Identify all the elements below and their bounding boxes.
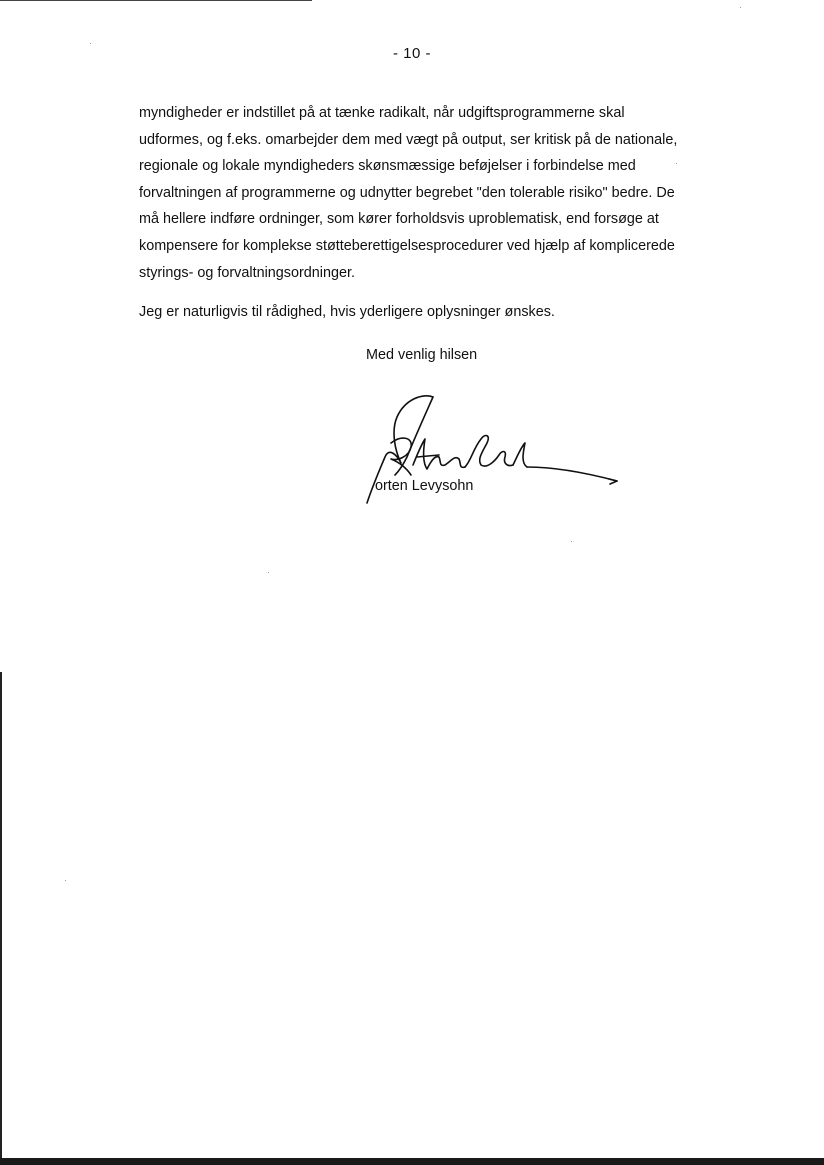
signer-name: orten Levysohn [375,478,474,494]
closing-line: Jeg er naturligvis til rådighed, hvis yderligere oplysninger ønskes. [139,304,555,320]
page-number: - 10 - [392,45,431,62]
scan-speck [268,572,269,573]
scan-speck [571,541,572,542]
paragraph-line: må hellere indføre ordninger, som kører forholdsvis uproblematisk, end forsøge at [139,211,659,228]
letter-paragraph [139,100,739,286]
scan-speck [65,880,66,881]
paragraph-line: styrings- og forvaltningsordninger. [139,264,355,281]
paragraph-line: regionale og lokale myndigheders skønsmæssige beføjelser i forbindelse med [139,158,636,175]
scan-bottom-edge [0,1158,824,1165]
scan-top-line [0,0,312,1]
paragraph-line: udformes, og f.eks. omarbejder dem med vægt på output, ser kritisk på de nationale, [139,131,678,148]
scan-speck [740,7,741,8]
scan-left-edge [0,672,2,1165]
paragraph-line: forvaltningen af programmerne og udnytter begrebet "den tolerable risiko" bedre. De [139,184,675,201]
paragraph-line: kompensere for komplekse støtteberettigelsesprocedurer ved hjælp af komplicerede [139,237,675,254]
greeting: Med venlig hilsen [366,347,478,363]
scan-speck [90,43,91,44]
paragraph-line: myndigheder er indstillet på at tænke radikalt, når udgiftsprogrammerne skal [139,105,625,121]
